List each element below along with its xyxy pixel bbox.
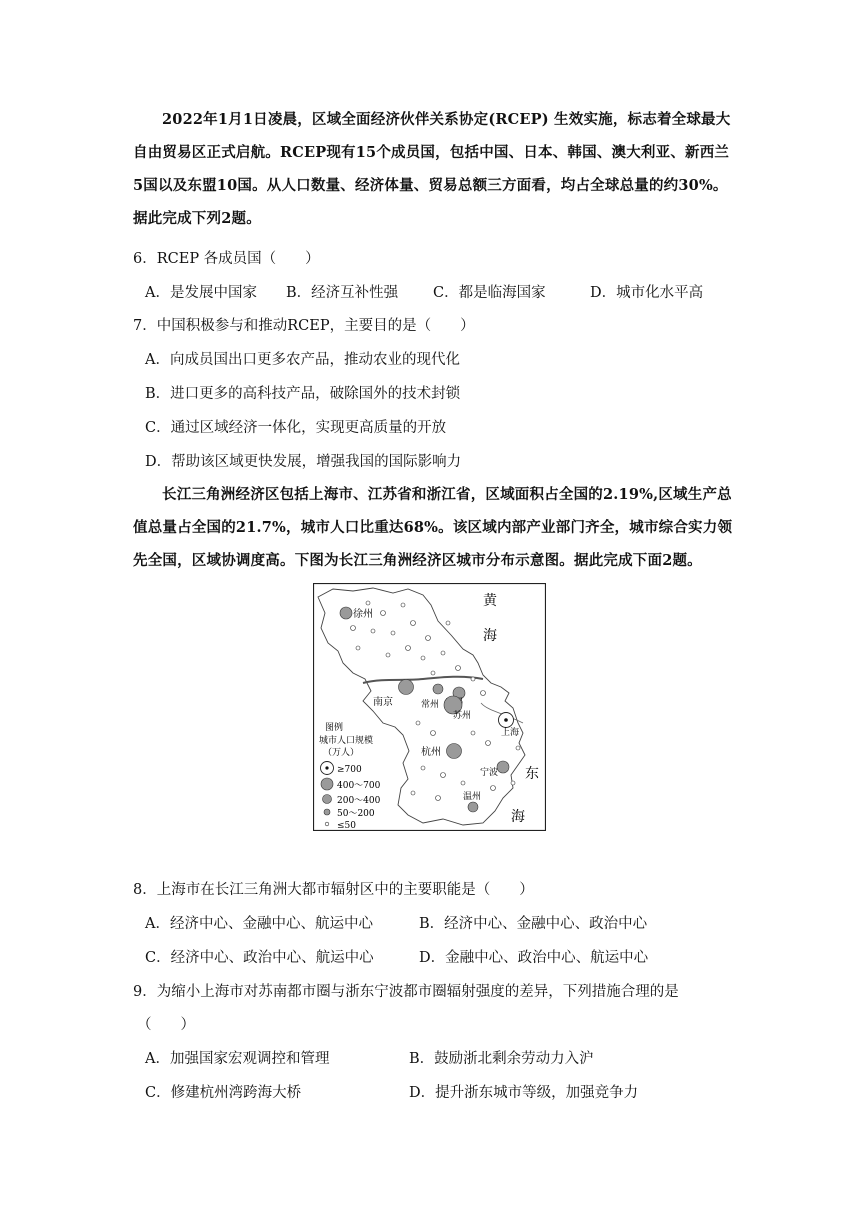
city-marker-changzhou bbox=[433, 684, 443, 694]
city-marker-xuzhou bbox=[340, 607, 352, 619]
city-marker-hangzhou bbox=[447, 744, 462, 759]
legend-label-50: ≤50 bbox=[337, 821, 356, 831]
legend-label-400-700: 400～700 bbox=[337, 781, 381, 791]
question-8-option-d: D．金融中心、政治中心、航运中心 bbox=[419, 950, 649, 966]
question-8-option-c: C．经济中心、政治中心、航运中心 bbox=[145, 950, 374, 966]
question-8-stem: 8．上海市在长江三角洲大都市辐射区中的主要职能是（ ） bbox=[133, 882, 534, 898]
city-label-xuzhou: 徐州 bbox=[353, 609, 373, 620]
question-6-option-c: C．都是临海国家 bbox=[433, 285, 546, 301]
city-marker-wenzhou bbox=[468, 802, 478, 812]
question-7-stem: 7．中国积极参与和推动RCEP，主要目的是（ ） bbox=[133, 318, 475, 334]
question-7-option-d: D．帮助该区域更快发展，增强我国的国际影响力 bbox=[145, 454, 462, 470]
question-9-option-c: C．修建杭州湾跨海大桥 bbox=[145, 1085, 302, 1101]
legend-symbol-50 bbox=[325, 822, 329, 826]
sea-label-hai-2: 海 bbox=[511, 809, 525, 825]
city-marker-ningbo bbox=[497, 761, 509, 773]
question-7-option-c: C．通过区域经济一体化，实现更高质量的开放 bbox=[145, 420, 447, 436]
city-label-changzhou: 常州 bbox=[421, 700, 440, 710]
city-label-nanjing: 南京 bbox=[373, 697, 393, 708]
question-9-option-a: A．加强国家宏观调控和管理 bbox=[145, 1051, 330, 1067]
sea-label-dong: 东 bbox=[525, 766, 539, 782]
legend-symbol-200-400 bbox=[323, 795, 332, 804]
question-6-option-a: A．是发展中国家 bbox=[145, 285, 257, 301]
question-6-option-d: D．城市化水平高 bbox=[590, 285, 704, 301]
city-marker-nanjing bbox=[399, 680, 414, 695]
legend-label-200-400: 200～400 bbox=[337, 796, 381, 806]
legend-label-50-200: 50～200 bbox=[337, 809, 375, 819]
question-9-stem-bracket: （ ） bbox=[137, 1017, 195, 1033]
sea-label-hai-1: 海 bbox=[483, 628, 497, 644]
city-label-hangzhou: 杭州 bbox=[421, 747, 441, 758]
question-7-option-a: A．向成员国出口更多农产品，推动农业的现代化 bbox=[145, 352, 460, 368]
question-9-option-d: D．提升浙东城市等级，加强竞争力 bbox=[409, 1085, 639, 1101]
question-9-option-b: B．鼓励浙北剩余劳动力入沪 bbox=[409, 1051, 594, 1067]
question-6-option-b: B．经济互补性强 bbox=[286, 285, 399, 301]
legend-label-700: ≥700 bbox=[337, 765, 362, 775]
legend-unit: （万人） bbox=[323, 748, 360, 758]
legend-symbol-400-700 bbox=[321, 778, 333, 790]
city-label-suzhou: 苏州 bbox=[453, 711, 472, 721]
legend-subtitle: 城市人口规模 bbox=[319, 736, 374, 746]
rcep-intro-paragraph: 2022年1月1日凌晨，区域全面经济伙伴关系协定(RCEP) 生效实施，标志着全球最大自由贸易区正式启航。RCEP现有15个成员国，包括中国、日本、韩国、澳大利亚、新西兰5国以及东盟10国。从人口数量、经济体量、贸易总额三方面看，均占全球总量的约30%。据此完成下列2题。 bbox=[133, 111, 731, 227]
city-label-ningbo: 宁波 bbox=[480, 768, 499, 778]
legend-symbol-50-200 bbox=[324, 809, 330, 815]
city-label-shanghai: 上海 bbox=[501, 728, 520, 738]
legend-title: 图例 bbox=[325, 723, 344, 733]
yangtze-delta-city-map bbox=[313, 583, 546, 831]
question-9-stem: 9．为缩小上海市对苏南都市圈与浙东宁波都市圈辐射强度的差异，下列措施合理的是 bbox=[133, 984, 679, 1000]
yangtze-delta-intro-paragraph: 长江三角洲经济区包括上海市、江苏省和浙江省，区域面积占全国的2.19%,区域生产总值总量占全国的21.7%，城市人口比重达68%。该区域内部产业部门齐全，城市综合实力领先全国，区域协调度高。下图为长江三角洲经济区城市分布示意图。据此完成下面2题。 bbox=[133, 486, 733, 569]
question-7-option-b: B．进口更多的高科技产品，破除国外的技术封锁 bbox=[145, 386, 461, 402]
question-8-option-b: B．经济中心、金融中心、政治中心 bbox=[419, 916, 648, 932]
sea-label-huang: 黄 bbox=[483, 593, 497, 609]
question-8-option-a: A．经济中心、金融中心、航运中心 bbox=[145, 916, 373, 932]
question-6-stem: 6．RCEP 各成员国（ ） bbox=[133, 251, 320, 267]
city-label-wenzhou: 温州 bbox=[463, 792, 482, 802]
